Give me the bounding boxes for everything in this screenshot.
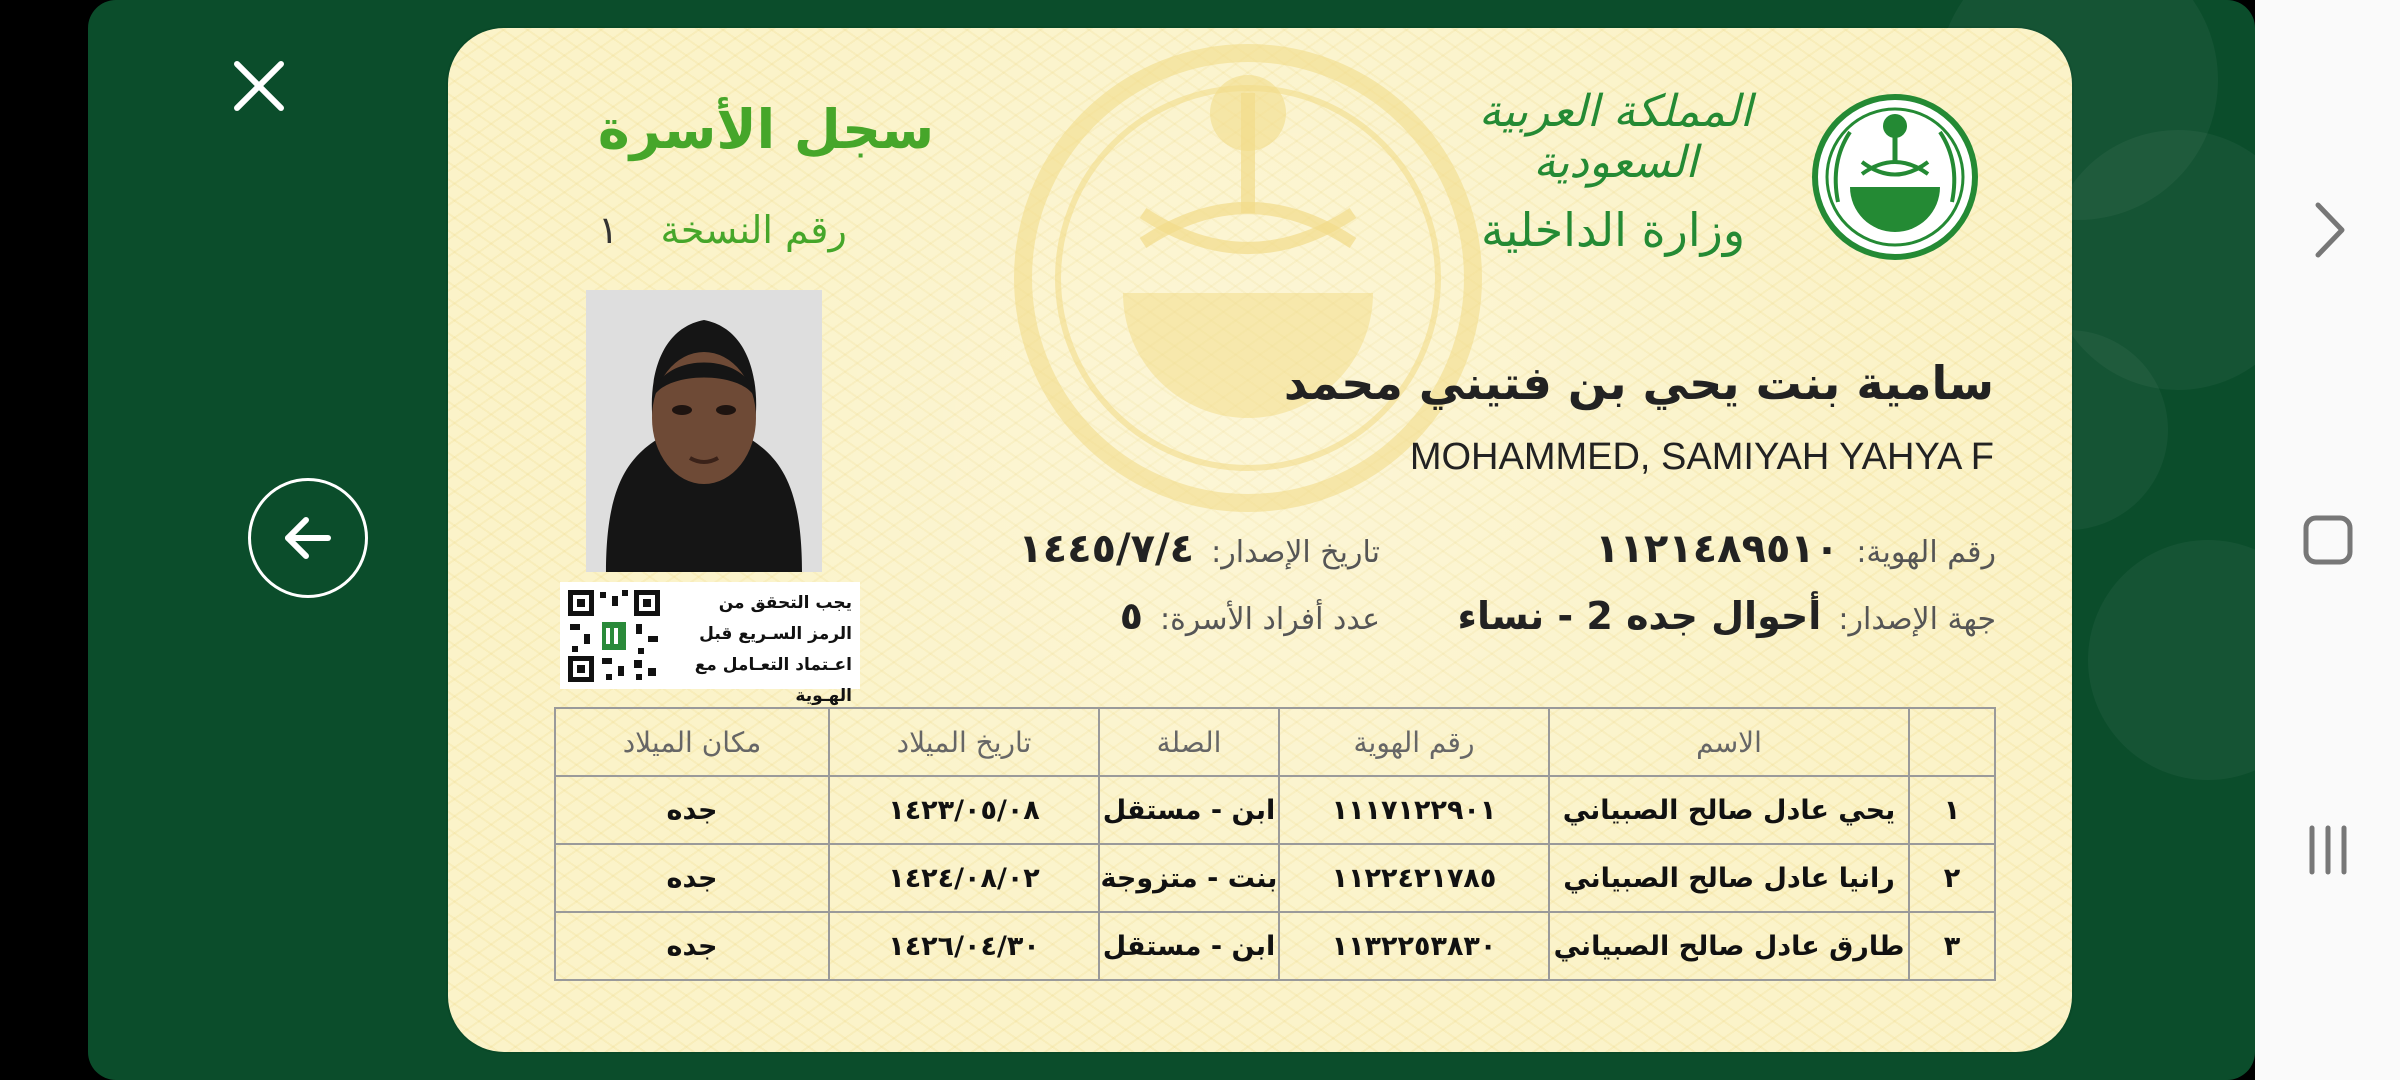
issue-date-field (1018, 526, 1380, 572)
chevron-right-icon (2298, 195, 2358, 265)
cell-index: ٣ (1909, 912, 1995, 980)
issue-date-value: ١٤٤٥/٧/٤ (1018, 526, 1195, 572)
table-header-row (555, 708, 1995, 776)
cell-id: ١١٢٢٤٢١٧٨٥ (1279, 844, 1549, 912)
family-count-value: ٥ (1119, 594, 1143, 638)
system-navigation-bar (2255, 0, 2400, 1080)
cell-birth-place: جده (555, 776, 829, 844)
cell-relation: بنت - متزوجة (1099, 844, 1279, 912)
column-header-birth-place: مكان الميلاد (555, 708, 829, 776)
family-count-label: عدد أفراد الأسرة: (1160, 602, 1380, 637)
kingdom-name: المملكة العربية السعودية (1478, 86, 1753, 188)
holder-name-arabic: سامية بنت يحي بن فتيني محمد (1283, 356, 1994, 410)
cell-relation: ابن - مستقل (1099, 776, 1279, 844)
cell-birth-place: جده (555, 844, 829, 912)
qr-verification-note: يجب التحقق من الرمز السـريع قبل اعـتماد التعـامل مع الهـوية (694, 593, 852, 706)
cell-id: ١١١٧١٢٢٩٠١ (1279, 776, 1549, 844)
issue-date-label: تاريخ الإصدار: (1211, 535, 1380, 570)
previous-image-button[interactable] (248, 478, 368, 598)
copy-number-field (598, 208, 847, 252)
arrow-left-icon (278, 508, 338, 568)
table-row (555, 844, 1995, 912)
square-home-icon (2298, 505, 2358, 575)
home-button[interactable] (2255, 505, 2400, 579)
close-icon (223, 50, 295, 122)
portrait-image (586, 290, 822, 572)
issuer-label: جهة الإصدار: (1838, 602, 1996, 637)
ministry-name: وزارة الداخلية (1480, 203, 1746, 257)
ministry-emblem-icon (1810, 92, 1980, 262)
table-row (555, 776, 1995, 844)
qr-code-panel (560, 582, 860, 706)
holder-photo (586, 290, 822, 572)
cell-index: ١ (1909, 776, 1995, 844)
id-number-value: ١١٢١٤٨٩٥١٠ (1595, 526, 1840, 572)
document-title: سجل الأسرة (597, 98, 935, 161)
id-number-label: رقم الهوية: (1856, 535, 1996, 570)
column-header-index (1909, 708, 1995, 776)
cell-birth-date: ١٤٢٦/٠٤/٣٠ (829, 912, 1099, 980)
cell-name: يحي عادل صالح الصبياني (1549, 776, 1909, 844)
id-number-field (1595, 526, 1996, 572)
column-header-name: الاسم (1549, 708, 1909, 776)
table-row (555, 912, 1995, 980)
three-bars-recents-icon (2298, 815, 2358, 885)
cell-id: ١١٣٢٢٥٣٨٣٠ (1279, 912, 1549, 980)
column-header-birth-date: تاريخ الميلاد (829, 708, 1099, 776)
cell-relation: ابن - مستقل (1099, 912, 1279, 980)
copy-number-value: ١ (598, 208, 619, 252)
copy-number-label: رقم النسخة (660, 208, 847, 252)
image-viewer (88, 0, 2255, 1080)
recents-button[interactable] (2255, 815, 2400, 889)
close-button[interactable] (223, 50, 295, 122)
column-header-id: رقم الهوية (1279, 708, 1549, 776)
cell-name: رانيا عادل صالح الصبياني (1549, 844, 1909, 912)
family-register-card (448, 28, 2072, 1052)
holder-name-english: MOHAMMED, SAMIYAH YAHYA F (1409, 436, 1994, 478)
cell-birth-date: ١٤٢٣/٠٥/٠٨ (829, 776, 1099, 844)
issuer-value: أحوال جده 2 - نساء (1457, 594, 1822, 638)
family-count-field (1120, 594, 1380, 638)
cell-birth-place: جده (555, 912, 829, 980)
issuer-field (1458, 594, 1996, 638)
cell-name: طارق عادل صالح الصبياني (1549, 912, 1909, 980)
family-members-table (554, 707, 1996, 981)
qr-code-icon (566, 588, 662, 684)
next-image-button[interactable] (2255, 195, 2400, 269)
cell-birth-date: ١٤٢٤/٠٨/٠٢ (829, 844, 1099, 912)
cell-index: ٢ (1909, 844, 1995, 912)
column-header-relation: الصلة (1099, 708, 1279, 776)
